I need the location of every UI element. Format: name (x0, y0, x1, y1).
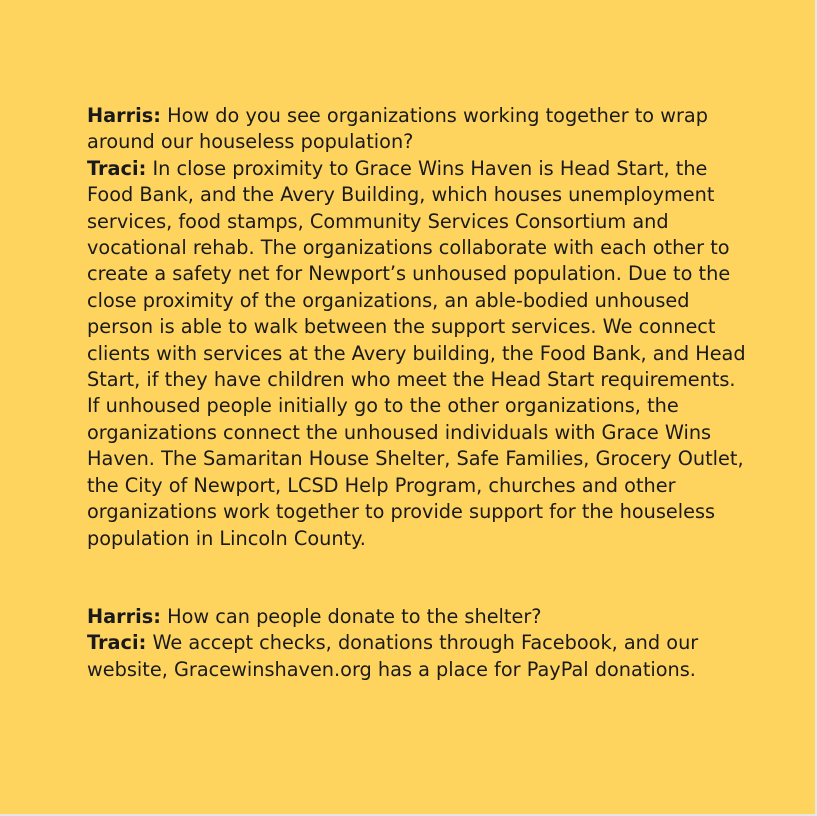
answer-paragraph (87, 156, 747, 552)
speaker-label: Harris: (87, 604, 161, 628)
question-paragraph (87, 103, 747, 156)
speaker-label: Harris: (87, 104, 161, 127)
speaker-label: Traci: (87, 156, 147, 180)
interview-text (87, 103, 747, 683)
question-text: How do you see organizations working together to wrap around our houseless population? (87, 104, 708, 154)
answer-text: In close proximity to Grace Wins Haven is Head Start, the Food Bank, and the Avery Building, which houses unemployment services, food stamps, Community Services Consortium and vocational rehab. The organizations collaborate with each other to create a safety net for Newport’s unhoused population. Due to the close proximity of the organizations, an able-bodied unhoused person is able to walk between the support services. We connect clients with services at the Avery building, the Food Bank, and Head Start, if they have children who meet the Head Start requirements. If unhoused people initially go to the other organizations, the organizations connect the unhoused individuals with Grace Wins Haven. The Samaritan House Shelter, Safe Families, Grocery Outlet, the City of Newport, LCSD Help Program, churches and other organizations work together to provide support for the houseless population in Lincoln County. (87, 156, 746, 550)
answer-paragraph (87, 630, 747, 683)
answer-text: We accept checks, donations through Facebook, and our website, Gracewinshaven.org has a place for PayPal donations. (87, 631, 699, 681)
qa-block-partnerships (87, 103, 747, 552)
question-paragraph (87, 604, 747, 630)
question-text: How can people donate to the shelter? (167, 604, 542, 628)
qa-block-donations (87, 604, 747, 683)
speaker-label: Traci: (87, 631, 147, 655)
